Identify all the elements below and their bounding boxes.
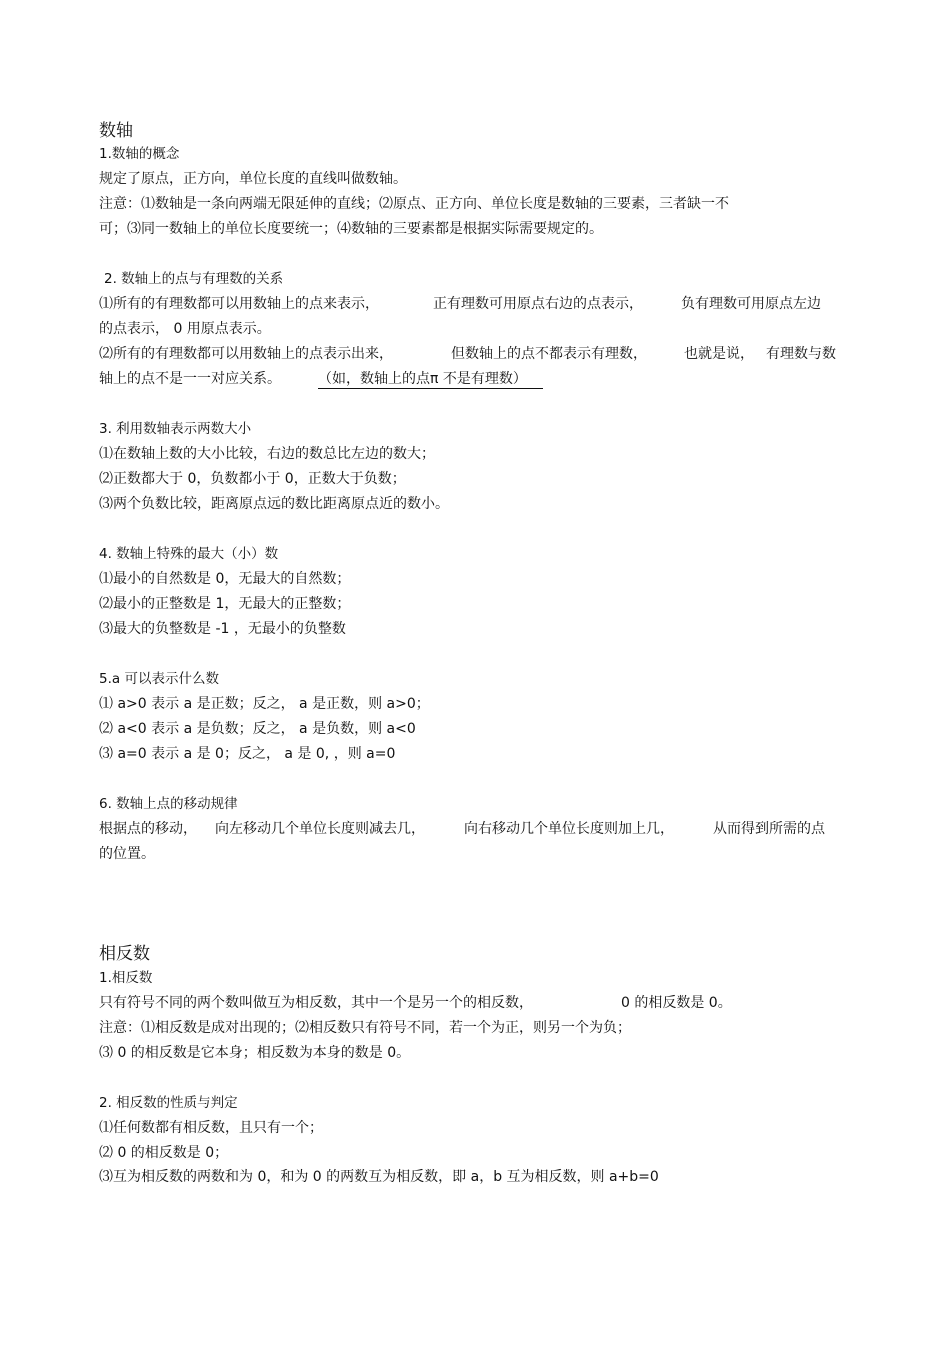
text-segment: 有理数与数	[766, 346, 836, 362]
text-segment: 正有理数可用原点右边的点表示，	[433, 296, 643, 312]
text-segment: 0 的相反数是 0。	[621, 995, 732, 1011]
text-segment: ⑵所有的有理数都可以用数轴上的点表示出来，	[99, 346, 393, 362]
text-line: ⑴任何数都有相反数，且只有一个；	[99, 1120, 323, 1136]
text-line: ⑶两个负数比较，距离原点远的数比距离原点近的数小。	[99, 496, 449, 512]
text-segment: 负有理数可用原点左边	[681, 296, 821, 312]
text-line: ⑵ 0 的相反数是 0；	[99, 1145, 229, 1161]
text-line: ⑶互为相反数的两数和为 0，和为 0 的两数互为相反数，即 a，b 互为相反数，则 a+b=0	[99, 1169, 659, 1185]
text-line: ⑴在数轴上数的大小比较，右边的数总比左边的数大；	[99, 446, 435, 462]
text-line	[99, 295, 379, 313]
text-segment: 也就是说，	[684, 346, 754, 362]
text-line: ⑵ a<0 表示 a 是负数；反之， a 是负数，则 a<0	[99, 721, 416, 737]
heading-variable-a: 5.a 可以表示什么数	[99, 671, 219, 687]
text-line: 注意：⑴数轴是一条向两端无限延伸的直线；⑵原点、正方向、单位长度是数轴的三要素，三者缺一不	[99, 196, 729, 212]
text-line: 可；⑶同一数轴上的单位长度要统一；⑷数轴的三要素都是根据实际需要规定的。	[99, 221, 603, 237]
heading-concept: 1.数轴的概念	[99, 146, 180, 162]
text-line: ⑶最大的负整数是 -1 ，无最小的负整数	[99, 621, 346, 637]
text-segment: 根据点的移动，	[99, 821, 197, 837]
text-line: ⑴最小的自然数是 0，无最大的自然数；	[99, 571, 351, 587]
text-segment: 向右移动几个单位长度则加上几，	[464, 821, 674, 837]
note-text: （如，数轴上的点π 不是有理数）	[318, 371, 543, 389]
heading-movement: 6. 数轴上点的移动规律	[99, 796, 238, 812]
text-segment: 向左移动几个单位长度则减去几，	[215, 821, 425, 837]
text-line: ⑵最小的正整数是 1，无最大的正整数；	[99, 596, 351, 612]
text-line: 的点表示， 0 用原点表示。	[99, 321, 271, 337]
heading-special-numbers: 4. 数轴上特殊的最大（小）数	[99, 546, 279, 562]
text-line: 规定了原点，正方向，单位长度的直线叫做数轴。	[99, 171, 407, 187]
heading-properties: 2. 相反数的性质与判定	[99, 1095, 238, 1111]
text-segment: 只有符号不同的两个数叫做互为相反数，其中一个是另一个的相反数，	[99, 995, 533, 1011]
underlined-note	[318, 370, 543, 388]
text-segment: 轴上的点不是一一对应关系。	[99, 371, 281, 387]
text-line: ⑶ a=0 表示 a 是 0；反之， a 是 0, ，则 a=0	[99, 746, 396, 762]
section-title-number-line: 数轴	[99, 121, 133, 141]
section-title-opposite-numbers: 相反数	[99, 944, 150, 964]
text-segment: 从而得到所需的点	[713, 821, 825, 837]
text-segment: ⑴所有的有理数都可以用数轴上的点来表示，	[99, 296, 379, 312]
text-segment: 但数轴上的点不都表示有理数，	[451, 346, 647, 362]
heading-compare: 3. 利用数轴表示两数大小	[99, 421, 252, 437]
text-line: 注意：⑴相反数是成对出现的；⑵相反数只有符号不同，若一个为正，则另一个为负；	[99, 1020, 631, 1036]
text-line: ⑴ a>0 表示 a 是正数；反之， a 是正数，则 a>0；	[99, 696, 430, 712]
heading-opposite: 1.相反数	[99, 970, 153, 986]
text-line: ⑶ 0 的相反数是它本身；相反数为本身的数是 0。	[99, 1045, 411, 1061]
heading-points-relation: 2. 数轴上的点与有理数的关系	[104, 271, 284, 287]
text-line: 的位置。	[99, 846, 155, 862]
text-line: ⑵正数都大于 0，负数都小于 0，正数大于负数；	[99, 471, 406, 487]
